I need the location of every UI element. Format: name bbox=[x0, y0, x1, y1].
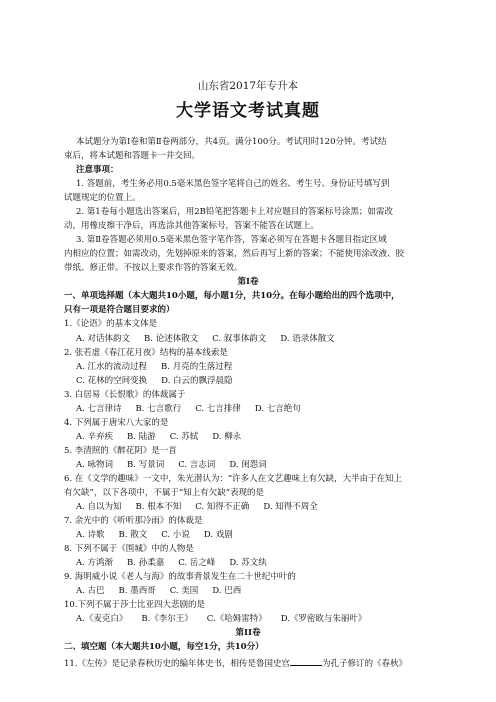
option-b: B. 论述体散文 bbox=[144, 334, 199, 344]
option-c: C. 苏轼 bbox=[169, 432, 199, 442]
question-options bbox=[76, 333, 349, 345]
option-a: A. 咏物词 bbox=[76, 460, 114, 470]
option-d: D. 柳永 bbox=[212, 432, 242, 442]
notice-line: 3. 第Ⅱ卷答题必须用0.5毫米黑色签字笔作答，答案必须写在答题卡各题目指定区域 bbox=[76, 235, 387, 245]
question-options bbox=[76, 557, 281, 569]
question-options bbox=[76, 613, 380, 625]
question-stem: 有欠缺”，以下各项中，不属于“知上有欠缺”表现的是 bbox=[64, 488, 265, 498]
option-b: B. 墨西哥 bbox=[118, 586, 156, 596]
option-b: B. 根本不知 bbox=[135, 502, 182, 512]
option-c: C. 花林的空间变换 bbox=[76, 376, 148, 386]
option-d: D. 巴西 bbox=[212, 586, 242, 596]
option-b: B. 陆游 bbox=[127, 432, 156, 442]
part1-heading: 第I卷 bbox=[237, 277, 259, 287]
section1-instructions: 一、单项选择题（本大题共10小题，每小题1分，共10分。在每小题给出的四个选项中， bbox=[64, 291, 400, 301]
question-text: 为孔子修订的《春秋》 bbox=[322, 659, 408, 669]
intro-line-1: 本试题分为第Ⅰ卷和第Ⅱ卷两部分，共4页。满分100分。考试用时120分钟。考试结 bbox=[76, 137, 387, 147]
option-a: A. 诗歌 bbox=[76, 530, 105, 540]
question-stem: 10.下列不属于莎士比亚四大悲剧的是 bbox=[64, 600, 206, 610]
notice-line: 带纸、修正带。不按以上要求作答的答案无效。 bbox=[64, 263, 243, 273]
option-a: A. 江水的流动过程 bbox=[76, 362, 148, 372]
option-d: D. 戏剧 bbox=[203, 530, 233, 540]
option-c: C. 叙事体韵文 bbox=[212, 334, 267, 344]
option-a: A. 七言律诗 bbox=[76, 404, 122, 414]
option-d: D. 闺怨词 bbox=[229, 460, 267, 470]
option-a: A. 对话体韵文 bbox=[76, 334, 131, 344]
question-stem: 1.《论语》的基本文体是 bbox=[64, 319, 158, 329]
question-stem bbox=[64, 656, 407, 670]
option-d: D. 白云的飘浮晨隐 bbox=[161, 376, 233, 386]
question-options bbox=[76, 459, 281, 471]
question-stem: 7. 余光中的《听听那冷雨》的体裁是 bbox=[64, 516, 203, 526]
option-c: C. 知得不正确 bbox=[195, 502, 250, 512]
question-stem: 6. 在《文学的趣味》一文中，朱光潜认为：“许多人在文艺趣味上有欠缺，大半由于在知上 bbox=[64, 474, 403, 484]
question-options bbox=[76, 375, 247, 387]
option-d: D. 七言绝句 bbox=[254, 404, 301, 414]
option-c: C. 七言排律 bbox=[195, 404, 241, 414]
exam-title: 大学语文考试真题 bbox=[176, 101, 320, 121]
option-d: D. 知得不周全 bbox=[263, 502, 318, 512]
option-c: C. 岳之峰 bbox=[178, 558, 216, 568]
exam-subtitle: 山东省2017年专升本 bbox=[197, 80, 299, 92]
option-b: B.《李尔王》 bbox=[141, 614, 193, 624]
answer-blank bbox=[290, 656, 322, 666]
question-text: 11.《左传》是记录春秋历史的编年体史书，相传是鲁国史官 bbox=[64, 659, 291, 669]
question-options bbox=[76, 431, 255, 443]
section1-instructions: 只有一项是符合题目要求的） bbox=[64, 305, 175, 315]
notice-line: 内相应的位置；如需改动，先划掉原来的答案，然后再写上新的答案；不能使用涂改液、胶 bbox=[64, 249, 405, 259]
question-options bbox=[76, 529, 247, 541]
option-d: D.《罗密欧与朱丽叶》 bbox=[280, 614, 367, 624]
question-options bbox=[76, 501, 332, 513]
option-b: B. 孙柔嘉 bbox=[127, 558, 165, 568]
option-b: B. 月亮的生落过程 bbox=[161, 362, 233, 372]
section2-instructions: 二、填空题（本大题共10小题，每空1分，共10分） bbox=[64, 642, 264, 652]
question-options bbox=[76, 361, 246, 373]
option-a: A. 古巴 bbox=[76, 586, 105, 596]
part2-heading: 第II卷 bbox=[235, 628, 261, 638]
option-c: C. 小说 bbox=[161, 530, 190, 540]
option-b: B. 写景词 bbox=[127, 460, 165, 470]
option-a: A. 自以为知 bbox=[76, 502, 122, 512]
option-c: C.《哈姆雷特》 bbox=[206, 614, 267, 624]
option-c: C. 言志词 bbox=[178, 460, 216, 470]
notice-heading: 注意事项： bbox=[76, 165, 119, 175]
notice-line: 动，用橡皮擦干净后，再选涂其他答案标号，答案不能答在试题上。 bbox=[64, 221, 320, 231]
option-a: A. 方鸿渐 bbox=[76, 558, 114, 568]
option-d: D. 语录体散文 bbox=[280, 334, 335, 344]
question-stem: 9. 海明威小说《老人与海》的故事背景发生在二十世纪中叶的 bbox=[64, 572, 296, 582]
question-stem: 5. 李清照的《醉花阴》是一首 bbox=[64, 446, 177, 456]
notice-line: 1. 答题前，考生务必用0.5毫米黑色签字笔将自己的姓名、考生号、身份证号填写到 bbox=[76, 179, 390, 189]
question-stem: 4. 下列属于唐宋八大家的是 bbox=[64, 418, 169, 428]
option-b: B. 散文 bbox=[118, 530, 148, 540]
option-a: A.《麦克白》 bbox=[76, 614, 128, 624]
notice-line: 2. 第1卷每小题选出答案后，用2B铅笔把答题卡上对应题目的答案标号涂黑；如需改 bbox=[76, 207, 393, 217]
question-options bbox=[76, 403, 315, 415]
option-c: C. 美国 bbox=[169, 586, 199, 596]
intro-line-2: 束后，将本试题和答题卡一并交回。 bbox=[64, 151, 201, 161]
question-stem: 8. 下列不属于《围城》中的人物是 bbox=[64, 544, 194, 554]
option-a: A. 辛弃疾 bbox=[76, 432, 114, 442]
question-options bbox=[76, 585, 255, 597]
option-d: D. 苏文纨 bbox=[229, 558, 267, 568]
question-stem: 3. 白居易《长恨歌》的体裁属于 bbox=[64, 390, 186, 400]
option-b: B. 七言歌行 bbox=[135, 404, 182, 414]
notice-line: 试题规定的位置上。 bbox=[64, 193, 141, 203]
question-stem: 2. 张若虚《春江花月夜》结构的基本线索是 bbox=[64, 348, 228, 358]
